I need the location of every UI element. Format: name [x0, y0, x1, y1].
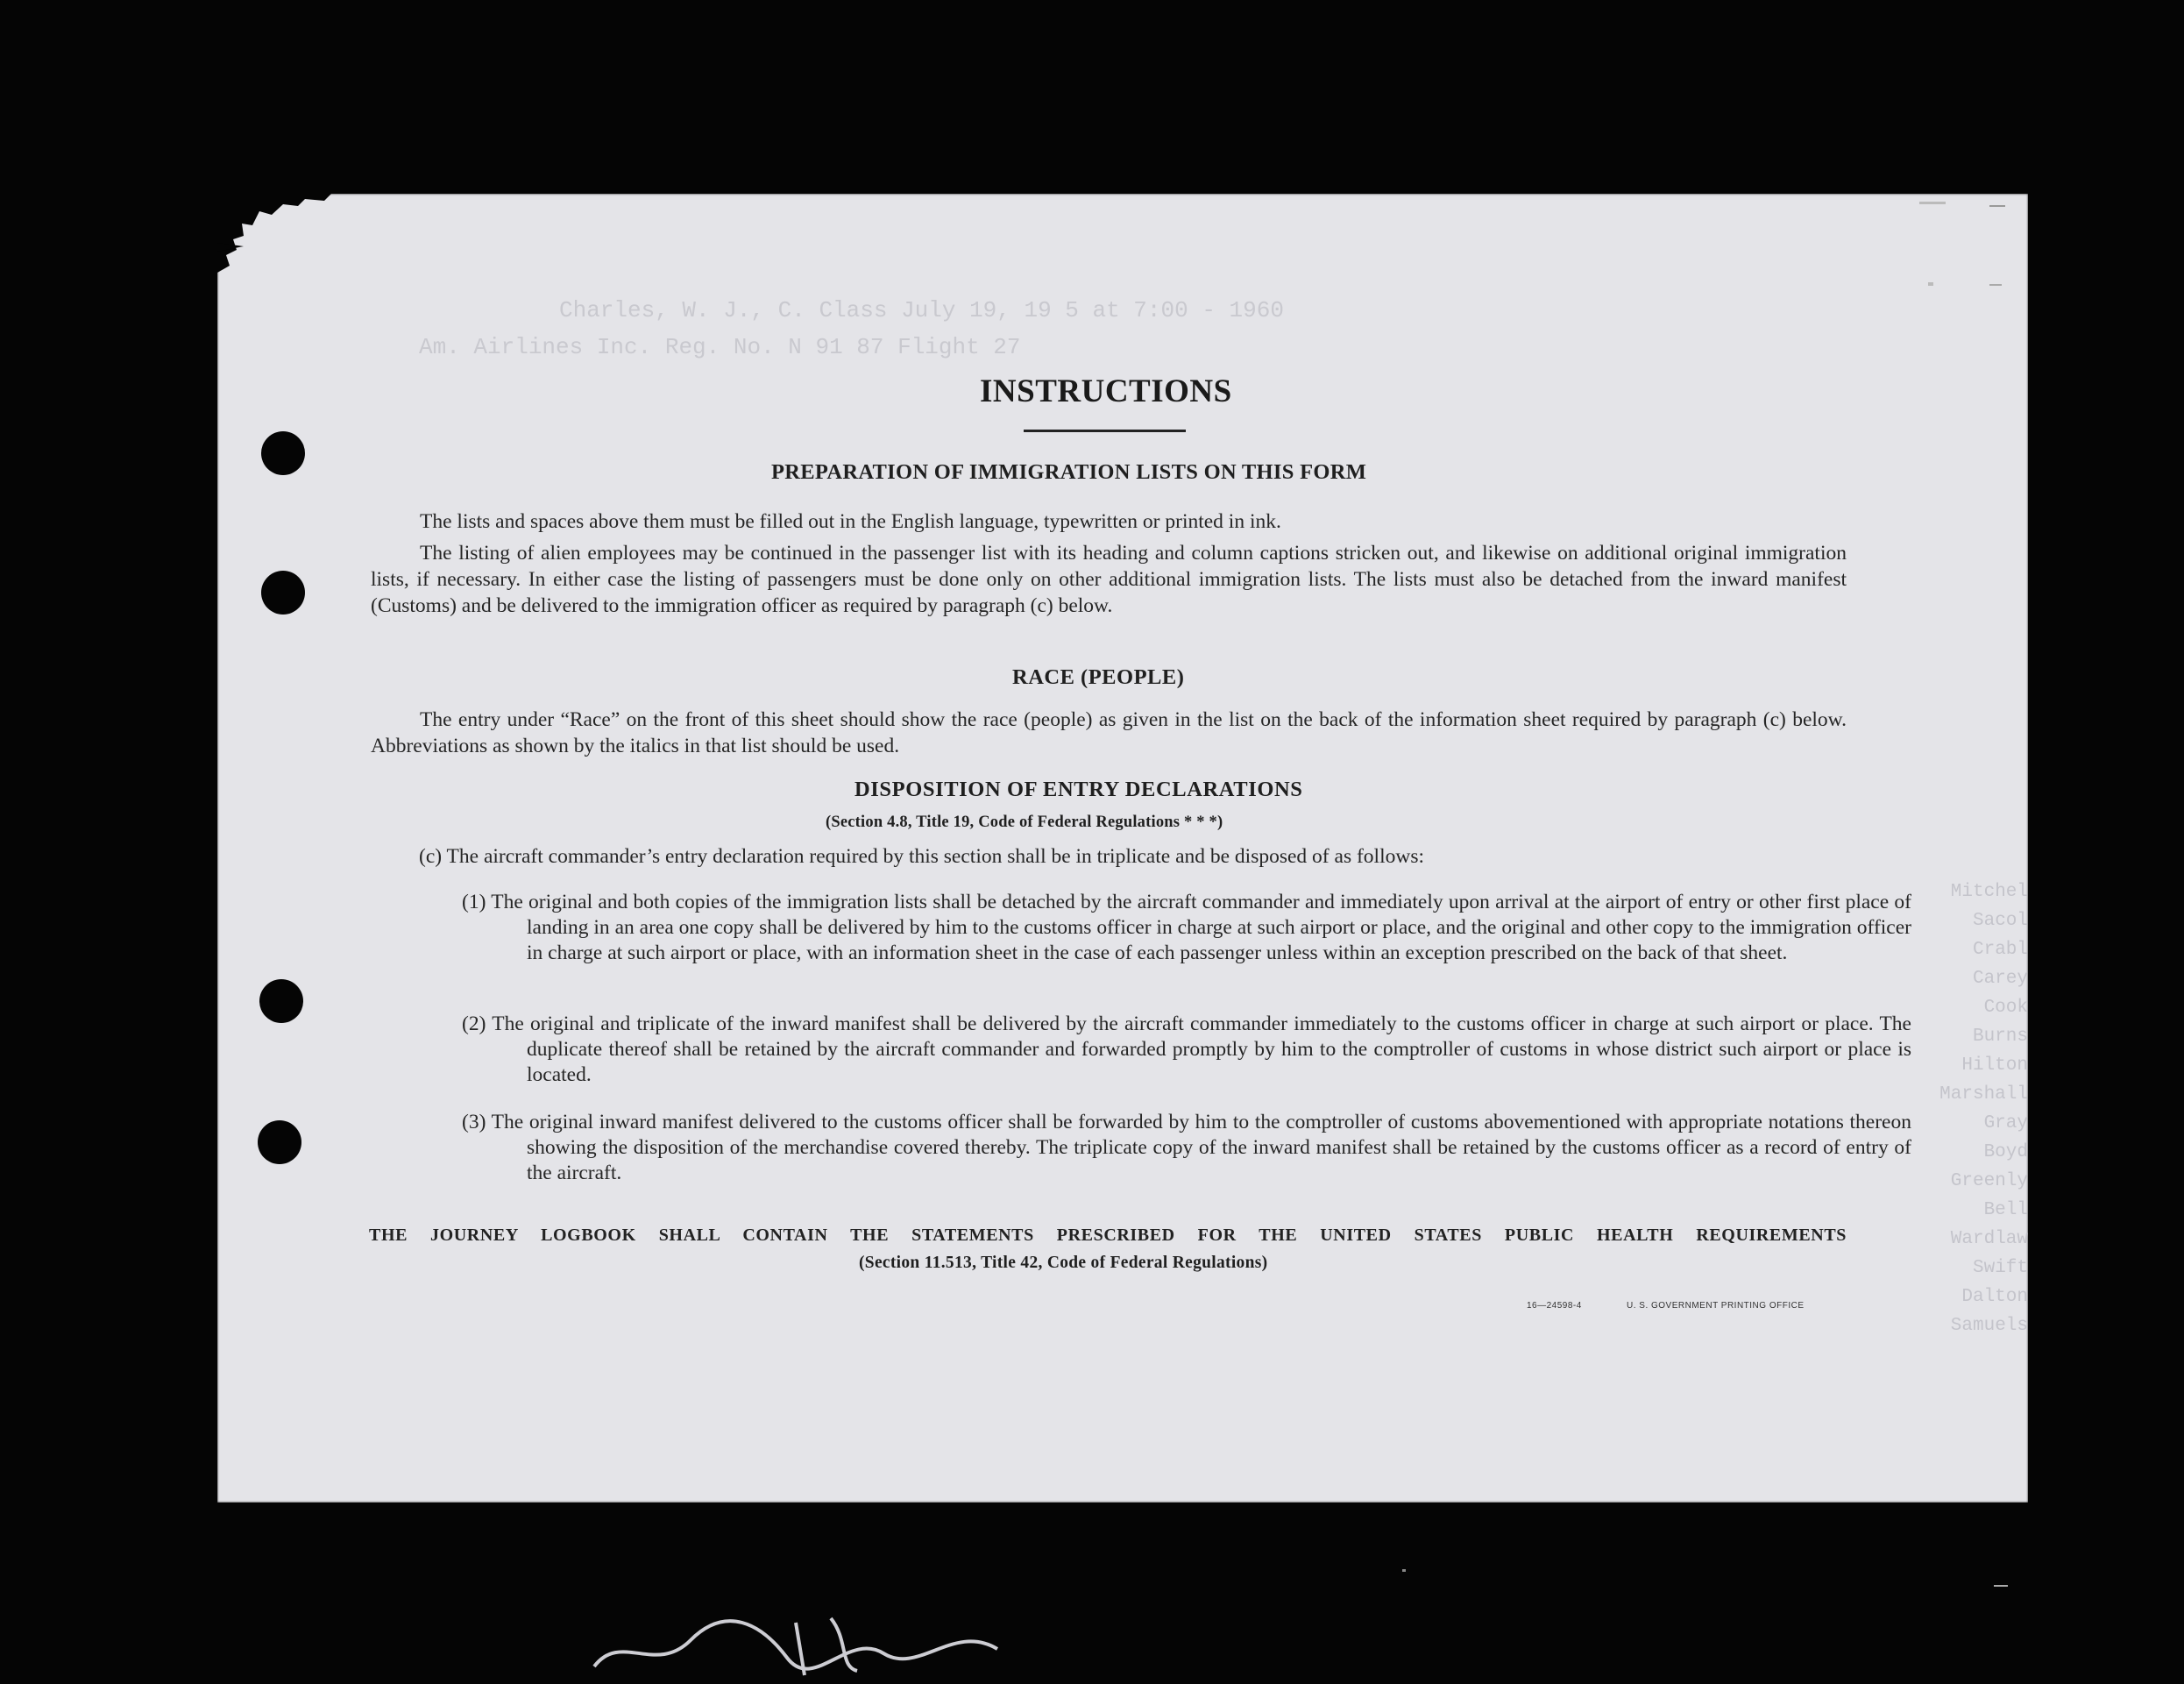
paragraph-text: (c) The aircraft commander’s entry declaration required by this section shall be in triplicate and be disposed of as follows:: [419, 845, 1424, 868]
form-number: 16—24598-4: [1527, 1301, 1582, 1311]
document-title: INSTRUCTIONS: [980, 373, 1232, 409]
ghost-name: Wardlaw: [1950, 1229, 2028, 1249]
citation-title-42: (Section 11.513, Title 42, Code of Federal Regulations): [859, 1254, 1268, 1272]
heading-disposition: DISPOSITION OF ENTRY DECLARATIONS: [854, 778, 1303, 801]
paragraph-text: The lists and spaces above them must be filled out in the English language, typewritten or printed in ink.: [420, 510, 1281, 533]
ghost-name: Crabl: [1972, 940, 2028, 960]
paragraph-text: The entry under “Race” on the front of this sheet should show the race (people) as given in the list on the back of the information sheet required by paragraph (c) below. Abbreviations as shown by the italics in that list should be used.: [371, 708, 1847, 757]
ghost-name: Boyd: [1983, 1142, 2028, 1162]
public-health-statement: THE JOURNEY LOGBOOK SHALL CONTAIN THE STATEMENTS PRESCRIBED FOR THE UNITED STATES PUBLIC HEALTH REQUIREMENTS: [369, 1226, 1847, 1245]
ghost-name: Hilton: [1961, 1055, 2028, 1076]
heading-preparation: PREPARATION OF IMMIGRATION LISTS ON THIS FORM: [771, 460, 1367, 484]
ghost-name: Carey: [1972, 969, 2028, 989]
paragraph-lists-language: [371, 508, 1847, 535]
paragraph-text: The listing of alien employees may be continued in the passenger list with its heading and column captions stricken out, and likewise on additional original immigration lists, if necessary. In either case the listing of passengers must be done only on other additional immigration lists. The lists must also be detached from the inward manifest (Customs) and be delivered to the immigration officer as required by paragraph (c) below.: [371, 542, 1847, 617]
ghost-name: Dalton: [1961, 1287, 2028, 1307]
ghost-name: Greenly: [1950, 1171, 2028, 1191]
ghost-name: Samuels: [1950, 1316, 2028, 1336]
list-item-3: (3) The original inward manifest delivered to the customs officer shall be forwarded by him to the comptroller of customs abovementioned with appropriate notations thereon showing the disposition of the merchandise covered thereby. The triplicate copy of the inward manifest shall be retained by the customs officer as a record of entry of the aircraft.: [462, 1111, 1911, 1184]
ghost-name: Bell: [1983, 1200, 2028, 1220]
ghost-name: Gray: [1983, 1113, 2028, 1133]
ghost-name: Cook: [1983, 998, 2028, 1018]
heading-race: RACE (PEOPLE): [1012, 665, 1185, 689]
ghost-line-2: Am. Airlines Inc. Reg. No. N 91 87 Flight 27: [419, 334, 1021, 360]
ghost-name: Burns: [1972, 1027, 2028, 1047]
ghost-name: Marshall: [1939, 1084, 2028, 1105]
ghost-name: Mitchel: [1950, 882, 2028, 902]
citation-title-19: (Section 4.8, Title 19, Code of Federal Regulations * * *): [826, 814, 1223, 831]
title-underline: [1024, 430, 1186, 432]
ghost-name: Swift: [1972, 1258, 2028, 1278]
paragraph-race-entry: [371, 707, 1847, 759]
paragraph-alien-employees: [371, 540, 1847, 619]
list-item-2: (2) The original and triplicate of the inward manifest shall be delivered by the aircraft commander immediately to the customs officer in charge at such airport or place. The duplicate thereof shall be retained by the aircraft commander and forwarded promptly by him to the comptroller of customs in whose district such airport or place is located.: [462, 1013, 1911, 1086]
paragraph-section-c: [419, 843, 1847, 870]
list-item-1: (1) The original and both copies of the immigration lists shall be detached by the aircraft commander and immediately upon arrival at the airport of entry or other first place of landing in an area one copy shall be delivered by him to the customs officer in charge at such airport or place, and the original and other copy to the immigration officer in charge at such airport or place, with an information sheet in the case of each passenger unless within an exception prescribed on the back of that sheet.: [462, 891, 1911, 964]
ghost-name: Sacol: [1972, 911, 2028, 931]
printer-imprint: U. S. GOVERNMENT PRINTING OFFICE: [1627, 1301, 1805, 1311]
ghost-line-1: Charles, W. J., C. Class July 19, 19 5 at 7:00 - 1960: [559, 297, 1284, 323]
